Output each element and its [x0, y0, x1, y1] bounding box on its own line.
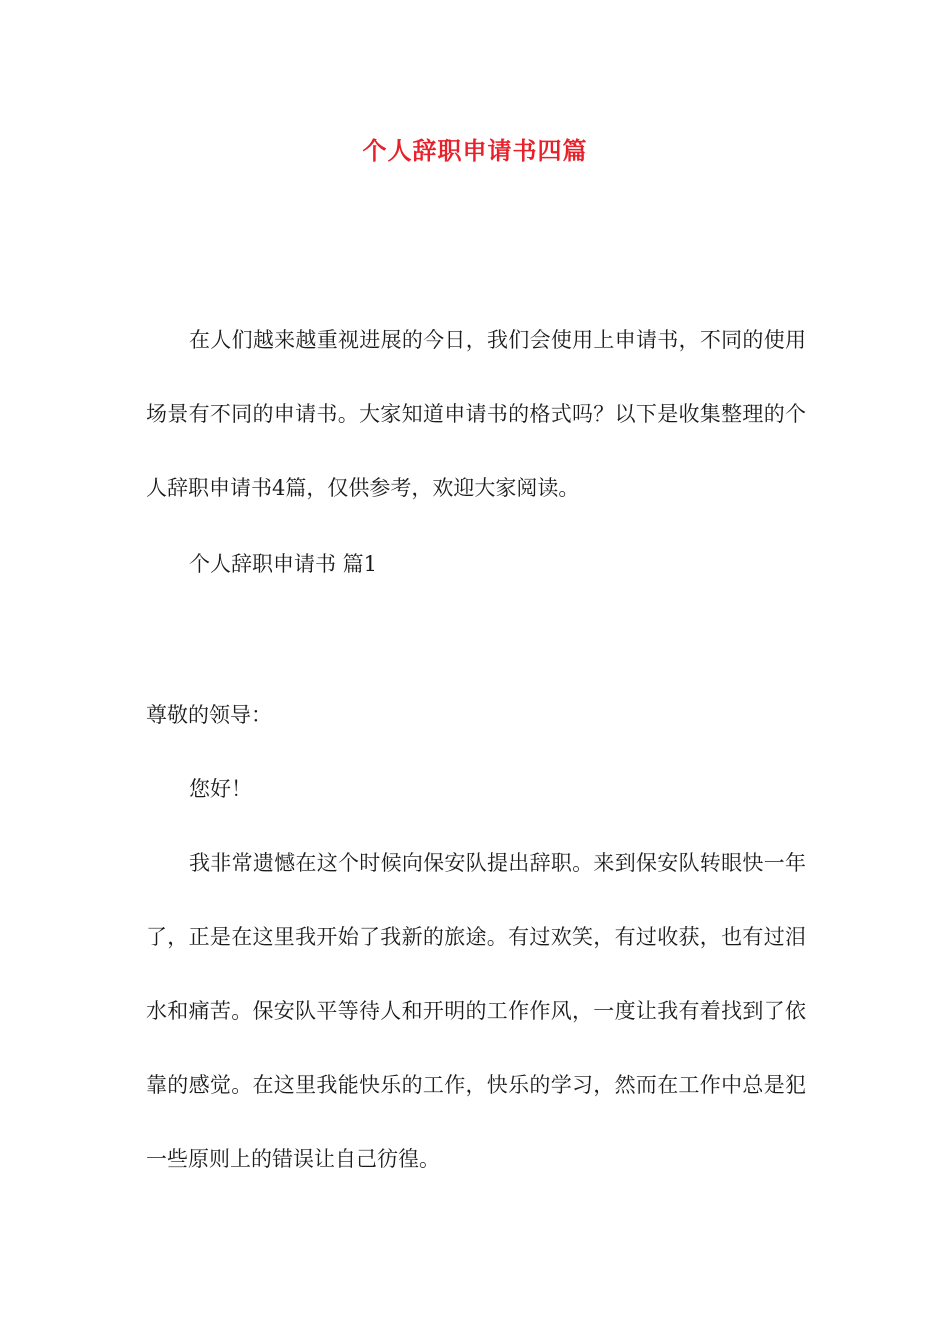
body-paragraph: 我非常遗憾在这个时候向保安队提出辞职。来到保安队转眼快一年了，正是在这里我开始了我新的旅途。有过欢笑，有过收获，也有过泪水和痛苦。保安队平等待人和开明的工作作风，一度让我有着找到了依靠的感觉。在这里我能快乐的工作，快乐的学习，然而在工作中总是犯一些原则上的错误让自己彷徨。 — [146, 851, 806, 1171]
document-title: 个人辞职申请书四篇 — [362, 136, 588, 165]
intro-paragraph: 在人们越来越重视进展的今日，我们会使用上申请书，不同的使用场景有不同的申请书。大家知道申请书的格式吗？以下是收集整理的个人辞职申请书4篇，仅供参考，欢迎大家阅读。 — [146, 328, 806, 500]
section-heading: 个人辞职申请书 篇1 — [189, 552, 378, 576]
greeting: 您好！ — [189, 777, 252, 801]
salutation: 尊敬的领导： — [146, 703, 272, 727]
